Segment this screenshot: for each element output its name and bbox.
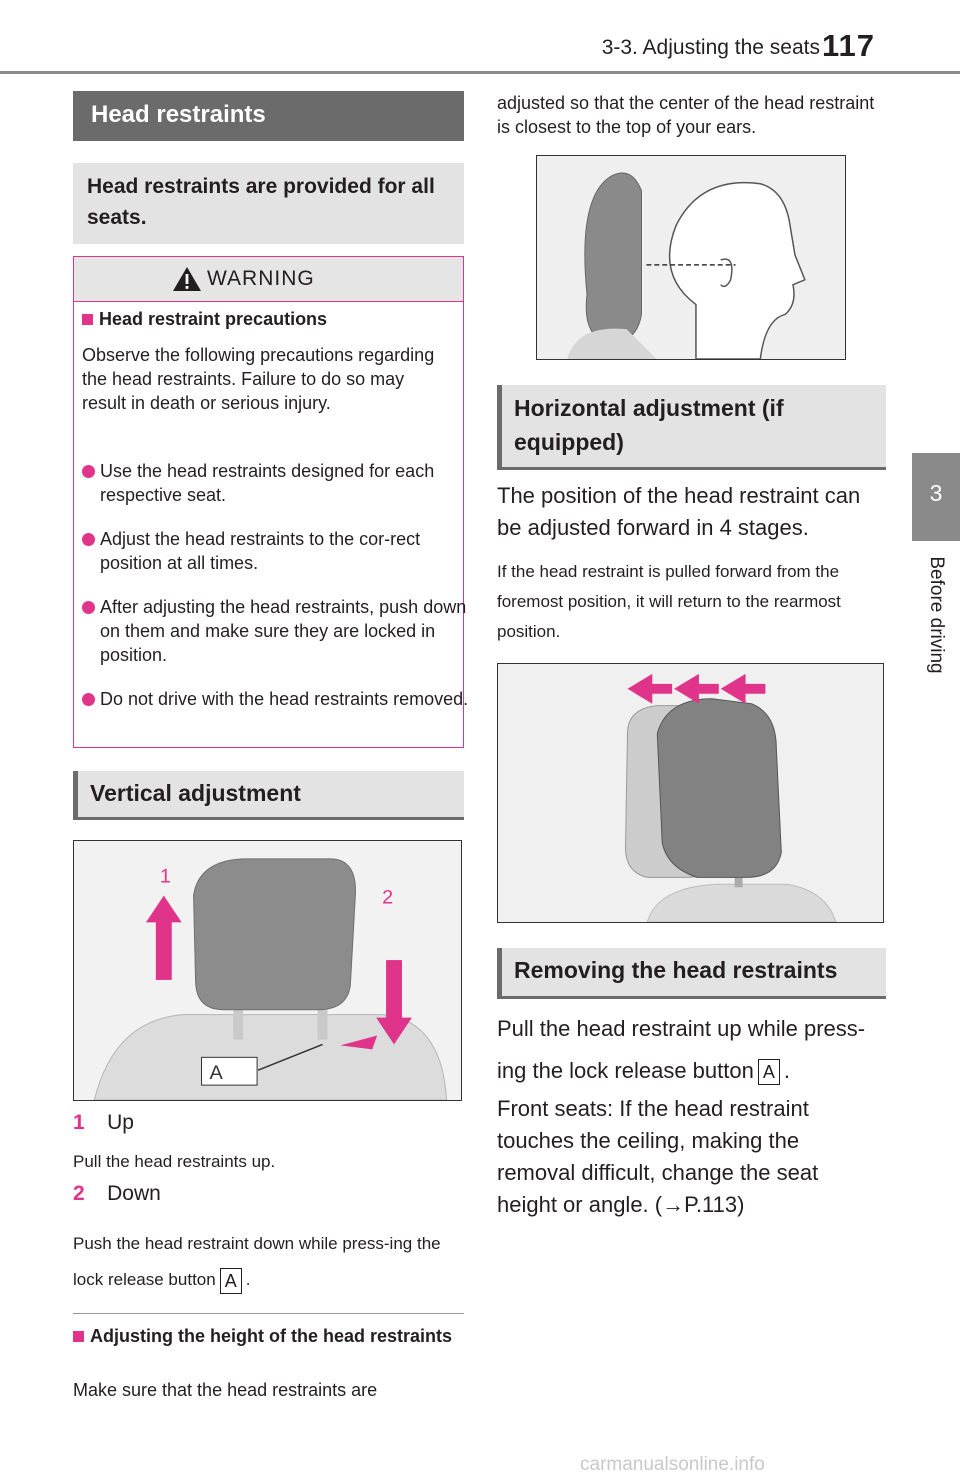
intro-box <box>73 163 464 244</box>
warning-bullet: Adjust the head restraints to the cor-rect position at all times. <box>82 527 472 575</box>
arrow-label-1: 1 <box>159 865 171 888</box>
note-text: Make sure that the head restraints are <box>73 1380 378 1400</box>
bullet-dot-icon <box>82 693 95 706</box>
arrow-label-2: 2 <box>382 886 394 909</box>
bullet-dot-icon <box>82 601 95 614</box>
step-1 <box>73 1111 134 1135</box>
warning-bullet: Do not drive with the head restraints removed. <box>82 687 472 711</box>
square-bullet-icon <box>82 314 93 325</box>
banner-title: Horizontal adjustment (if equipped) <box>514 395 784 455</box>
step-label: Down <box>107 1182 161 1205</box>
square-bullet-icon <box>73 1331 84 1342</box>
warning-box <box>73 256 469 748</box>
warning-header <box>74 257 463 302</box>
step-2 <box>73 1182 161 1206</box>
warning-bullet: Use the head restraints designed for each respective seat. <box>82 459 472 507</box>
step-number: 1 <box>73 1111 85 1134</box>
banner-title: Removing the head restraints <box>514 957 838 983</box>
chapter-number: 3 <box>929 480 943 506</box>
warning-bullet: After adjusting the head restraints, push down on them and make sure they are locked in position. <box>82 595 472 667</box>
watermark: carmanualsonline.info <box>580 1454 765 1475</box>
button-a-marker: A <box>220 1268 242 1294</box>
step-2-desc: Push the head restraint down while press-ing the lock release button A . <box>73 1226 463 1298</box>
step-number: 2 <box>73 1182 85 1205</box>
page-number: 117 <box>822 28 876 63</box>
warning-text: Observe the following precautions regarding the head restraints. Failure to do so may result in death or serious injury. <box>82 345 435 413</box>
step-1-desc: Pull the head restraints up. <box>73 1152 276 1171</box>
front-seats-text: Front seats: If the head restraint touches the ceiling, making the removal difficult, change the seat height or angle. (→P.113) <box>497 1096 819 1217</box>
note-divider <box>73 1313 464 1314</box>
vertical-adjustment-banner <box>73 771 464 820</box>
bullet-dot-icon <box>82 465 95 478</box>
note-heading: Adjusting the height of the head restraints <box>73 1324 475 1348</box>
header-rule <box>0 71 960 74</box>
horizontal-adjustment-banner <box>497 385 886 470</box>
ear-position-figure <box>536 155 846 360</box>
step-label: Up <box>107 1111 134 1134</box>
horizontal-adjustment-figure <box>497 663 884 923</box>
vertical-adjustment-figure <box>73 840 462 1101</box>
warning-title: WARNING <box>207 267 315 290</box>
callout-a: A <box>209 1062 223 1085</box>
section-title: 3-3. Adjusting the seats <box>601 36 820 59</box>
warning-triangle-icon <box>172 265 202 293</box>
banner-title: Vertical adjustment <box>90 780 301 806</box>
continued-text: adjusted so that the center of the head restraint is closest to the top of your ears. <box>497 93 875 137</box>
removing-text: Pull the head restraint up while press-ing the lock release button A . <box>497 1008 887 1092</box>
removing-banner <box>497 948 886 999</box>
warning-subheading: Head restraint precautions <box>82 309 327 330</box>
horizontal-text: The position of the head restraint can be adjusted forward in 4 stages. <box>497 483 861 540</box>
intro-text: Head restraints are provided for all seats. <box>87 175 435 229</box>
horizontal-note: If the head restraint is pulled forward from the foremost position, it will return to the rearmost position. <box>497 562 841 641</box>
banner-title: Head restraints <box>91 101 266 128</box>
bullet-dot-icon <box>82 533 95 546</box>
head-restraints-banner <box>73 91 464 141</box>
button-a-marker: A <box>758 1059 780 1085</box>
chapter-label: Before driving <box>926 556 947 674</box>
